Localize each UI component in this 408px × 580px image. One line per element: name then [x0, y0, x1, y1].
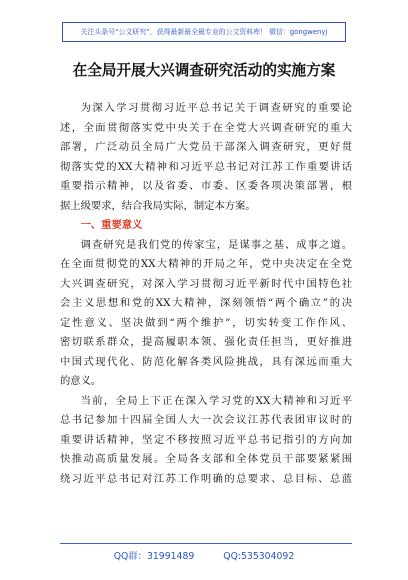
footer-qq: QQ:535304092 [223, 551, 295, 562]
body-line: 中国式现代化、防范化解各类风险挑战，具有深远而重大 [60, 355, 352, 368]
body-line: 大兴调查研究，对深入学习贯彻习近平新时代中国特色社 [60, 277, 352, 290]
body-line: 会主义思想和党的XX大精神，深刻领悟“两个确立”的决 [60, 297, 352, 309]
body-line: 定性意义、坚决做到“两个维护”，切实转变工作作风、 [60, 316, 352, 329]
body-line: 总书记参加十四届全国人大一次会议江苏代表团审议时的 [60, 414, 352, 426]
body-line: 调查研究是我们党的传家宝，是谋事之基、成事之道。 [80, 238, 352, 251]
header-banner: 关注头条号“公文研究”，获得最新最全最专业的公文资料库！ 微信：gongwenyj [62, 22, 346, 42]
intro-paragraph [60, 99, 352, 216]
body-line: 密切联系群众，提高履职本领、强化责任担当，更好推进 [60, 336, 352, 348]
intro-line: 为深入学习贯彻习近平总书记关于调查研究的重要论 [80, 102, 352, 114]
footer-divider [60, 543, 352, 544]
significance-paragraph-1 [60, 236, 352, 392]
body-line: 重要讲话精神，坚定不移按照习近平总书记指引的方向加 [60, 433, 352, 446]
significance-paragraph-2 [60, 392, 352, 490]
document-title: 在全局开展大兴调查研究活动的实施方案 [72, 62, 336, 79]
body-line: 在全面贯彻党的XX大精神的开局之年，党中央决定在全党 [60, 258, 352, 270]
section-heading-significance: 一、重要意义 [80, 219, 143, 231]
footer-contacts [0, 548, 408, 562]
footer-qq-group: QQ群：31991489 [113, 551, 195, 562]
body-line: 绕习近平总书记对江苏工作明确的总要求、总目标、总蓝 [60, 472, 352, 485]
body-line: 的意义。 [60, 375, 102, 387]
body-line: 快推动高质量发展。全局各支部和全体党员干部要紧紧围 [60, 453, 352, 465]
intro-line: 述，全面贯彻落实党中央关于在全党大兴调查研究的重大 [60, 121, 352, 134]
document-body [60, 99, 352, 489]
intro-line: 部署，广泛动员全局广大党员干部深入调查研究，更好贯 [60, 141, 352, 153]
intro-line: 彻落实党的XX大精神和习近平总书记对江苏工作重要讲话 [60, 160, 352, 173]
intro-line: 据上级要求，结合我局实际，制定本方案。 [60, 199, 256, 212]
intro-line: 重要指示精神，以及省委、市委、区委各项决策部署，根 [60, 180, 352, 192]
body-line: 当前，全局上下正在深入学习党的XX大精神和习近平 [80, 394, 352, 407]
